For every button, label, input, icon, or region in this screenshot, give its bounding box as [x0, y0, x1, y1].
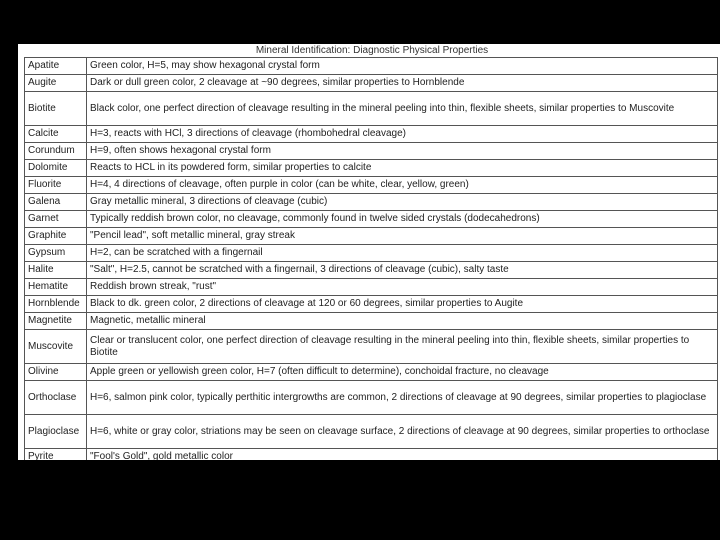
table-title: Mineral Identification: Diagnostic Physical Properties [255, 45, 489, 56]
mineral-name: Muscovite [25, 330, 87, 364]
mineral-properties: Reddish brown streak, "rust" [87, 279, 718, 296]
mineral-properties: Reacts to HCL in its powdered form, similar properties to calcite [87, 160, 718, 177]
mineral-name: Dolomite [25, 160, 87, 177]
mineral-name: Galena [25, 194, 87, 211]
mineral-name: Calcite [25, 126, 87, 143]
mineral-properties: H=4, 4 directions of cleavage, often purple in color (can be white, clear, yellow, green) [87, 177, 718, 194]
table-row [25, 160, 718, 177]
mineral-name: Olivine [25, 364, 87, 381]
mineral-name: Halite [25, 262, 87, 279]
table-row [25, 245, 718, 262]
table-row [25, 211, 718, 228]
table-row [25, 330, 718, 364]
table-row [25, 126, 718, 143]
mineral-properties: H=9, often shows hexagonal crystal form [87, 143, 718, 160]
table-row [25, 228, 718, 245]
table-row [25, 75, 718, 92]
table-row [25, 92, 718, 126]
document-page [18, 44, 720, 460]
table-row [25, 143, 718, 160]
table-row [25, 194, 718, 211]
mineral-properties: H=6, white or gray color, striations may be seen on cleavage surface, 2 directions of cleavage at 90 degrees, similar properties to orthoclase [87, 415, 718, 449]
mineral-name: Gypsum [25, 245, 87, 262]
mineral-name: Apatite [25, 58, 87, 75]
mineral-name: Augite [25, 75, 87, 92]
table-row [25, 381, 718, 415]
table-row [25, 313, 718, 330]
table-row [25, 177, 718, 194]
mineral-name: Orthoclase [25, 381, 87, 415]
mineral-name: Fluorite [25, 177, 87, 194]
mineral-table [24, 57, 718, 460]
mineral-properties: H=3, reacts with HCl, 3 directions of cleavage (rhombohedral cleavage) [87, 126, 718, 143]
mineral-properties: Magnetic, metallic mineral [87, 313, 718, 330]
mineral-name: Hornblende [25, 296, 87, 313]
table-row [25, 415, 718, 449]
table-row [25, 296, 718, 313]
mineral-name: Corundum [25, 143, 87, 160]
mineral-name: Pyrite [25, 449, 87, 461]
mineral-name: Graphite [25, 228, 87, 245]
mineral-properties: Typically reddish brown color, no cleavage, commonly found in twelve sided crystals (dodecahedrons) [87, 211, 718, 228]
mineral-properties: H=6, salmon pink color, typically perthitic intergrowths are common, 2 directions of cleavage at 90 degrees, similar properties to plagioclase [87, 381, 718, 415]
mineral-properties: "Pencil lead", soft metallic mineral, gray streak [87, 228, 718, 245]
table-row [25, 364, 718, 381]
mineral-properties: H=2, can be scratched with a fingernail [87, 245, 718, 262]
mineral-properties: "Salt", H=2.5, cannot be scratched with a fingernail, 3 directions of cleavage (cubic), salty taste [87, 262, 718, 279]
mineral-properties: Dark or dull green color, 2 cleavage at ~90 degrees, similar properties to Hornblende [87, 75, 718, 92]
mineral-name: Biotite [25, 92, 87, 126]
mineral-name: Plagioclase [25, 415, 87, 449]
mineral-properties: Apple green or yellowish green color, H=7 (often difficult to determine), conchoidal fracture, no cleavage [87, 364, 718, 381]
mineral-properties: Black color, one perfect direction of cleavage resulting in the mineral peeling into thin, flexible sheets, similar properties to Muscovite [87, 92, 718, 126]
table-row [25, 279, 718, 296]
mineral-name: Magnetite [25, 313, 87, 330]
mineral-properties: "Fool's Gold", gold metallic color [87, 449, 718, 461]
table-row [25, 58, 718, 75]
mineral-properties: Clear or translucent color, one perfect direction of cleavage resulting in the mineral peeling into thin, flexible sheets, similar properties to Biotite [87, 330, 718, 364]
table-row [25, 449, 718, 461]
table-row [25, 262, 718, 279]
mineral-name: Garnet [25, 211, 87, 228]
mineral-properties: Green color, H=5, may show hexagonal crystal form [87, 58, 718, 75]
mineral-properties: Black to dk. green color, 2 directions of cleavage at 120 or 60 degrees, similar properties to Augite [87, 296, 718, 313]
mineral-properties: Gray metallic mineral, 3 directions of cleavage (cubic) [87, 194, 718, 211]
mineral-name: Hematite [25, 279, 87, 296]
